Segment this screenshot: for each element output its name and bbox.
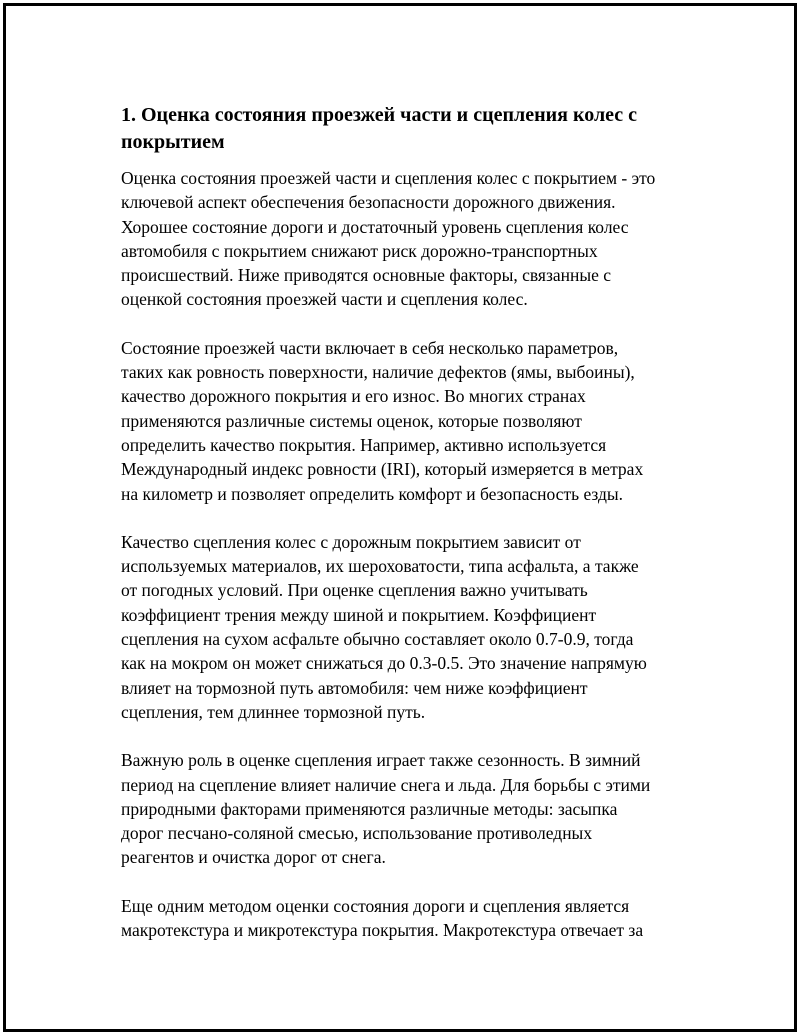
page-frame: [3, 3, 797, 1032]
paragraph-seasonality: Важную роль в оценке сцепления играет также сезонность. В зимний период на сцепление влияет наличие снега и льда. Для борьбы с этими природными факторами применяются различные методы: засыпка дорог песчано-соляной смесью, использование противоледных реагентов и очистка дорог от снега.: [121, 750, 651, 868]
paragraph-intro: Оценка состояния проезжей части и сцепления колес с покрытием - это ключевой аспект обеспечения безопасности дорожного движения. Хорошее состояние дороги и достаточный уровень сцепления колес автомобиля с покрытием снижают риск дорожно-транспортных происшествий. Ниже приводятся основные факторы, связанные с оценкой состояния проезжей части и сцепления колес.: [121, 168, 656, 310]
section-heading: 1. Оценка состояния проезжей части и сцепления колес с покрытием: [121, 104, 638, 153]
paragraph-grip-quality: Качество сцепления колес с дорожным покрытием зависит от используемых материалов, их шероховатости, типа асфальта, а также от погодных условий. При оценке сцепления важно учитывать коэффициент трения между шиной и покрытием. Коэффициент сцепления на сухом асфальте обычно составляет около 0.7-0.9, тогда как на мокром он может снижаться до 0.3-0.5. Это значение напрямую влияет на тормозной путь автомобиля: чем ниже коэффициент сцепления, тем длиннее тормозной путь.: [121, 531, 647, 722]
document-body: [121, 102, 701, 966]
paragraph-texture: Еще одним методом оценки состояния дороги и сцепления является макротекстура и микротекстура покрытия. Макротекстура отвечает за: [121, 895, 644, 941]
paragraph-road-condition: Состояние проезжей части включает в себя несколько параметров, таких как ровность поверхности, наличие дефектов (ямы, выбоины), качество дорожного покрытия и его износ. Во многих странах применяются различные системы оценок, которые позволяют определить качество покрытия. Например, активно используется Международный индекс ровности (IRI), который измеряется в метрах на километр и позволяет определить комфорт и безопасность езды.: [121, 337, 644, 504]
